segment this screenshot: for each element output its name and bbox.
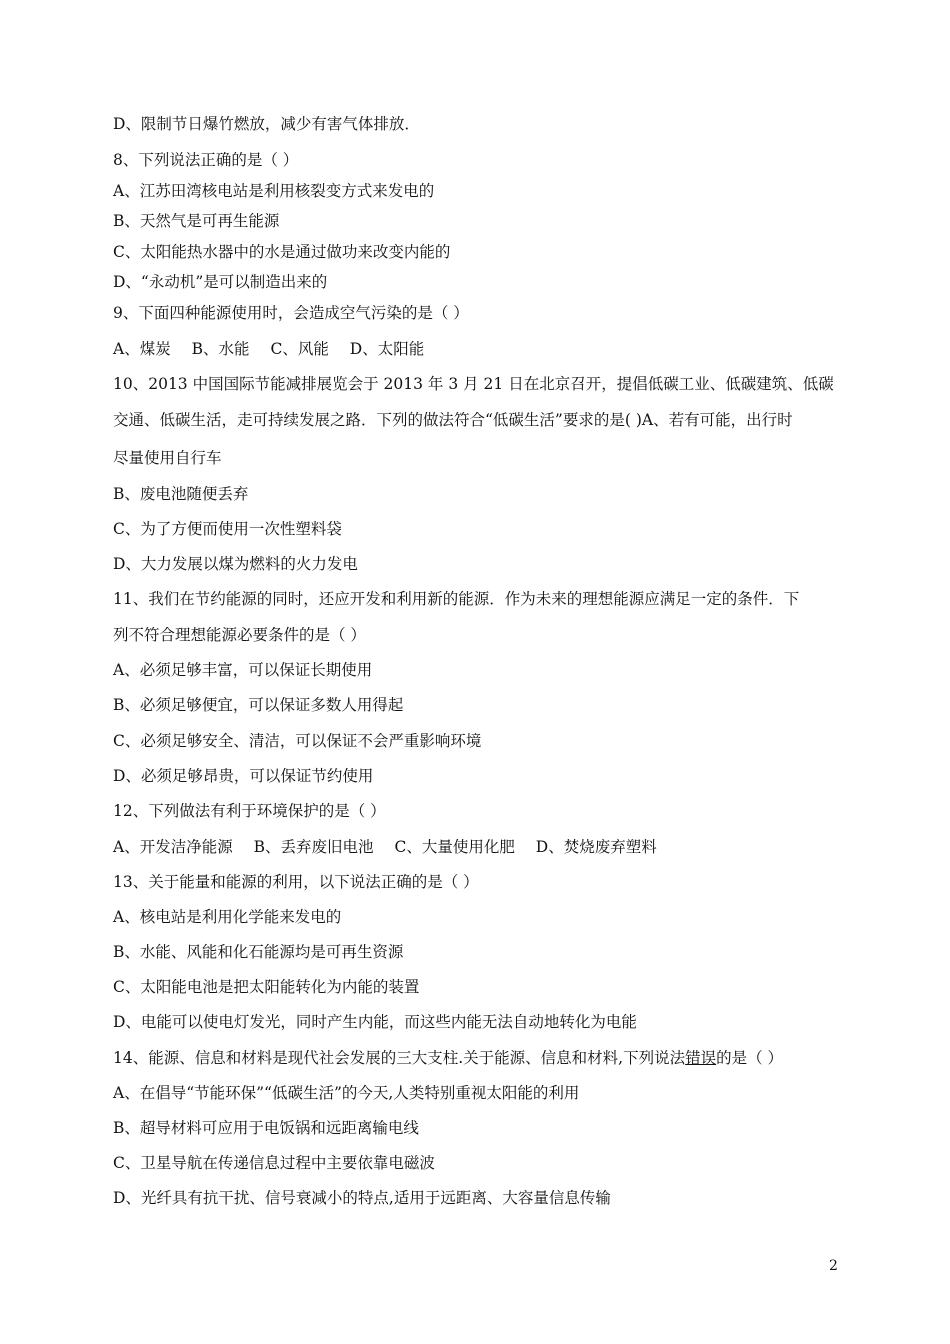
q9-stem: 9、下面四种能源使用时，会造成空气污染的是（ ） xyxy=(113,304,469,322)
q13-option-b: B、水能、风能和化石能源均是可再生资源 xyxy=(113,943,404,961)
q14-option-a: A、在倡导“节能环保”“低碳生活”的今天,人类特别重视太阳能的利用 xyxy=(113,1084,580,1102)
q14-option-d: D、光纤具有抗干扰、信号衰减小的特点,适用于远距离、大容量信息传输 xyxy=(113,1189,611,1207)
q13-option-c: C、太阳能电池是把太阳能转化为内能的装置 xyxy=(113,978,420,996)
q10-option-b: B、废电池随便丢弃 xyxy=(113,485,249,503)
q14-option-c: C、卫星导航在传递信息过程中主要依靠电磁波 xyxy=(113,1154,435,1172)
q13-stem: 13、关于能量和能源的利用，以下说法正确的是（ ） xyxy=(113,873,479,891)
q10-stem-line1: 10、2013 中国国际节能减排展览会于 2013 年 3 月 21 日在北京召开，提倡低碳工业、低碳建筑、低碳 xyxy=(113,375,834,393)
q8-stem: 8、下列说法正确的是（ ） xyxy=(113,151,299,169)
q12-option-a: A、开发洁净能源 xyxy=(113,838,233,856)
q10-option-c: C、为了方便而使用一次性塑料袋 xyxy=(113,520,342,538)
q13-option-a: A、核电站是利用化学能来发电的 xyxy=(113,908,342,926)
q14-stem xyxy=(113,1048,843,1068)
q14-stem-text: 14、能源、信息和材料是现代社会发展的三大支柱.关于能源、信息和材料,下列说法 xyxy=(113,1049,686,1067)
q14-stem-end: 的是（ ） xyxy=(716,1049,784,1067)
q8-option-b: B、天然气是可再生能源 xyxy=(113,212,280,230)
page-number: 2 xyxy=(829,1258,838,1274)
q13-option-d: D、电能可以使电灯发光，同时产生内能，而这些内能无法自动地转化为电能 xyxy=(113,1013,637,1031)
q11-option-b: B、必须足够便宜，可以保证多数人用得起 xyxy=(113,696,404,714)
q8-option-c: C、太阳能热水器中的水是通过做功来改变内能的 xyxy=(113,243,451,261)
q11-stem-line1: 11、我们在节约能源的同时，还应开发和利用新的能源．作为未来的理想能源应满足一定的条件．下 xyxy=(113,590,800,608)
q11-stem-line2: 列不符合理想能源必要条件的是（ ） xyxy=(113,626,366,644)
q12-options xyxy=(113,837,843,857)
q9-option-c: C、风能 xyxy=(270,340,329,358)
q12-stem: 12、下列做法有利于环境保护的是（ ） xyxy=(113,802,386,820)
q8-option-d: D、“永动机”是可以制造出来的 xyxy=(113,273,328,291)
q7-option-d: D、限制节日爆竹燃放，减少有害气体排放． xyxy=(113,115,420,133)
q9-option-d: D、太阳能 xyxy=(349,340,425,358)
q10-stem-line2: 交通、低碳生活，走可持续发展之路．下列的做法符合“低碳生活”要求的是( )A、若有可能，出行时 xyxy=(113,411,793,429)
q12-option-d: D、焚烧废弃塑料 xyxy=(535,838,657,856)
q11-option-a: A、必须足够丰富，可以保证长期使用 xyxy=(113,661,373,679)
q11-option-c: C、必须足够安全、清洁，可以保证不会严重影响环境 xyxy=(113,732,482,750)
q8-option-a: A、江苏田湾核电站是利用核裂变方式来发电的 xyxy=(113,182,435,200)
q9-option-a: A、煤炭 xyxy=(113,340,171,358)
q14-option-b: B、超导材料可应用于电饭锅和远距离输电线 xyxy=(113,1119,419,1137)
q12-option-b: B、丢弃废旧电池 xyxy=(253,838,374,856)
q9-option-b: B、水能 xyxy=(191,340,250,358)
q11-option-d: D、必须足够昂贵，可以保证节约使用 xyxy=(113,767,374,785)
q10-option-d: D、大力发展以煤为燃料的火力发电 xyxy=(113,555,358,573)
q9-options xyxy=(113,339,843,359)
q12-option-c: C、大量使用化肥 xyxy=(394,838,515,856)
q10-stem-line3: 尽量使用自行车 xyxy=(113,449,222,467)
q14-stem-underlined: 错误 xyxy=(685,1049,717,1067)
